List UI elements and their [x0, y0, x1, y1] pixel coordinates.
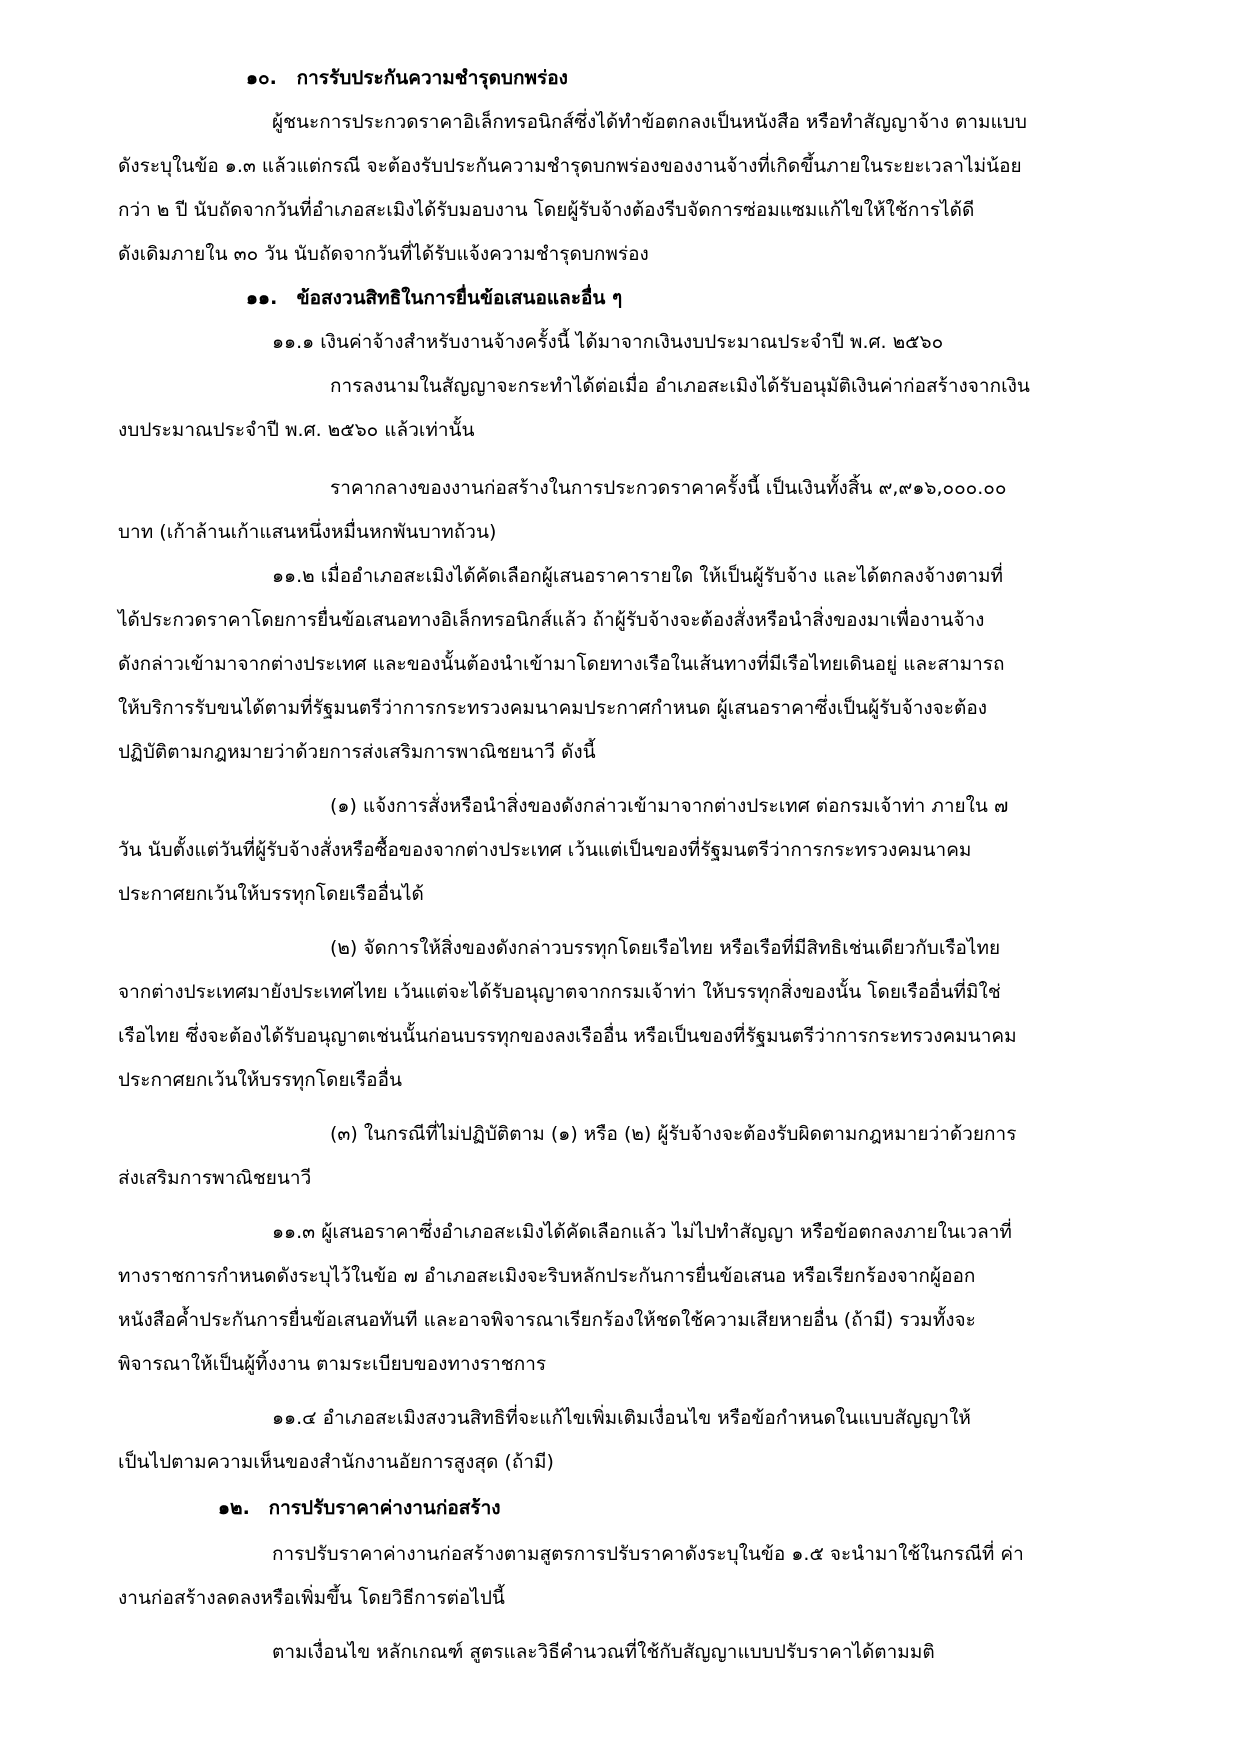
section-10-line-1: ผู้ชนะการประกวดราคาอิเล็กทรอนิกส์ซึ่งได้ทำข้อตกลงเป็นหนังสือ หรือทำสัญญาจ้าง ตามแบบ	[272, 111, 1027, 133]
item-2-line-2: จากต่างประเทศมายังประเทศไทย เว้นแต่จะได้รับอนุญาตจากกรมเจ้าท่า ให้บรรทุกสิ่งของนั้น โดยเรืออื่นที่มิใช่	[118, 981, 1001, 1003]
para-11-1-line-4: ราคากลางของงานก่อสร้างในการประกวดราคาครั้งนี้ เป็นเงินทั้งสิ้น ๙,๙๑๖,๐๐๐.๐๐	[330, 477, 1007, 499]
section-11-heading	[246, 286, 622, 310]
para-11-1-line-1: ๑๑.๑ เงินค่าจ้างสำหรับงานจ้างครั้งนี้ ได้มาจากเงินงบประมาณประจำปี พ.ศ. ๒๕๖๐	[272, 331, 944, 353]
section-10-line-4: ดังเดิมภายใน ๓๐ วัน นับถัดจากวันที่ได้รับแจ้งความชำรุดบกพร่อง	[118, 243, 649, 265]
item-1-line-3: ประกาศยกเว้นให้บรรทุกโดยเรืออื่นได้	[118, 883, 424, 905]
item-1-line-2: วัน นับตั้งแต่วันที่ผู้รับจ้างสั่งหรือซื้อของจากต่างประเทศ เว้นแต่เป็นของที่รัฐมนตรีว่าการกระทรวงคมนาคม	[118, 839, 972, 861]
section-10-number: ๑๐.	[246, 67, 277, 89]
para-11-1-line-3: งบประมาณประจำปี พ.ศ. ๒๕๖๐ แล้วเท่านั้น	[118, 419, 475, 441]
section-10-title: การรับประกันความชำรุดบกพร่อง	[296, 67, 568, 89]
para-11-3-line-1: ๑๑.๓ ผู้เสนอราคาซึ่งอำเภอสะเมิงได้คัดเลือกแล้ว ไม่ไปทำสัญญา หรือข้อตกลงภายในเวลาที่	[272, 1221, 1012, 1243]
para-11-3-line-3: หนังสือค้ำประกันการยื่นข้อเสนอทันที และอาจพิจารณาเรียกร้องให้ชดใช้ความเสียหายอื่น (ถ้ามี) รวมทั้งจะ	[118, 1309, 976, 1331]
para-11-2-line-4: ให้บริการรับขนได้ตามที่รัฐมนตรีว่าการกระทรวงคมนาคมประกาศกำหนด ผู้เสนอราคาซึ่งเป็นผู้รับจ้างจะต้อง	[118, 697, 988, 719]
section-10-line-2: ดังระบุในข้อ ๑.๓ แล้วแต่กรณี จะต้องรับประกันความชำรุดบกพร่องของงานจ้างที่เกิดขึ้นภายในระยะเวลาไม่น้อย	[118, 155, 1022, 177]
section-10-line-3: กว่า ๒ ปี นับถัดจากวันที่อำเภอสะเมิงได้รับมอบงาน โดยผู้รับจ้างต้องรีบจัดการซ่อมแซมแก้ไขให้ใช้การได้ดี	[118, 199, 975, 221]
section-12-line-3: ตามเงื่อนไข หลักเกณฑ์ สูตรและวิธีคำนวณที่ใช้กับสัญญาแบบปรับราคาได้ตามมติ	[272, 1641, 935, 1663]
section-12-number: ๑๒.	[218, 1497, 250, 1519]
item-2-line-1: (๒) จัดการให้สิ่งของดังกล่าวบรรทุกโดยเรือไทย หรือเรือที่มีสิทธิเช่นเดียวกับเรือไทย	[330, 937, 1001, 959]
section-12-line-2: งานก่อสร้างลดลงหรือเพิ่มขึ้น โดยวิธีการต่อไปนี้	[118, 1587, 505, 1609]
para-11-2-line-5: ปฏิบัติตามกฎหมายว่าด้วยการส่งเสริมการพาณิชยนาวี ดังนี้	[118, 741, 596, 763]
item-3-line-2: ส่งเสริมการพาณิชยนาวี	[118, 1167, 312, 1189]
section-11-title: ข้อสงวนสิทธิในการยื่นข้อเสนอและอื่น ๆ	[296, 287, 623, 309]
para-11-3-line-4: พิจารณาให้เป็นผู้ทิ้งงาน ตามระเบียบของทางราชการ	[118, 1353, 547, 1375]
section-12-line-1: การปรับราคาค่างานก่อสร้างตามสูตรการปรับราคาดังระบุในข้อ ๑.๕ จะนำมาใช้ในกรณีที่ ค่า	[272, 1543, 1024, 1565]
item-3-line-1: (๓) ในกรณีที่ไม่ปฏิบัติตาม (๑) หรือ (๒) ผู้รับจ้างจะต้องรับผิดตามกฎหมายว่าด้วยการ	[330, 1123, 1017, 1145]
para-11-2-line-3: ดังกล่าวเข้ามาจากต่างประเทศ และของนั้นต้องนำเข้ามาโดยทางเรือในเส้นทางที่มีเรือไทยเดินอยู่ และสามารถ	[118, 653, 1005, 675]
para-11-2-line-2: ได้ประกวดราคาโดยการยื่นข้อเสนอทางอิเล็กทรอนิกส์แล้ว ถ้าผู้รับจ้างจะต้องสั่งหรือนำสิ่งของมาเพื่องานจ้าง	[118, 609, 985, 631]
para-11-4-line-1: ๑๑.๔ อำเภอสะเมิงสงวนสิทธิที่จะแก้ไขเพิ่มเติมเงื่อนไข หรือข้อกำหนดในแบบสัญญาให้	[272, 1407, 971, 1429]
section-12-heading	[218, 1496, 501, 1520]
para-11-1-line-2: การลงนามในสัญญาจะกระทำได้ต่อเมื่อ อำเภอสะเมิงได้รับอนุมัติเงินค่าก่อสร้างจากเงิน	[330, 375, 1030, 397]
item-2-line-3: เรือไทย ซึ่งจะต้องได้รับอนุญาตเช่นนั้นก่อนบรรทุกของลงเรืออื่น หรือเป็นของที่รัฐมนตรีว่าการกระทรวงคมนาคม	[118, 1025, 1017, 1047]
item-1-line-1: (๑) แจ้งการสั่งหรือนำสิ่งของดังกล่าวเข้ามาจากต่างประเทศ ต่อกรมเจ้าท่า ภายใน ๗	[330, 795, 1009, 817]
para-11-4-line-2: เป็นไปตามความเห็นของสำนักงานอัยการสูงสุด (ถ้ามี)	[118, 1451, 554, 1473]
section-11-number: ๑๑.	[246, 287, 278, 309]
section-10-heading	[246, 66, 568, 90]
para-11-3-line-2: ทางราชการกำหนดดังระบุไว้ในข้อ ๗ อำเภอสะเมิงจะริบหลักประกันการยื่นข้อเสนอ หรือเรียกร้องจากผู้ออก	[118, 1265, 976, 1287]
item-2-line-4: ประกาศยกเว้นให้บรรทุกโดยเรืออื่น	[118, 1069, 402, 1091]
section-12-title: การปรับราคาค่างานก่อสร้าง	[268, 1497, 501, 1519]
para-11-2-line-1: ๑๑.๒ เมื่ออำเภอสะเมิงได้คัดเลือกผู้เสนอราคารายใด ให้เป็นผู้รับจ้าง และได้ตกลงจ้างตามที่	[272, 565, 1004, 587]
para-11-1-line-5: บาท (เก้าล้านเก้าแสนหนึ่งหมื่นหกพันบาทถ้วน)	[118, 521, 497, 543]
